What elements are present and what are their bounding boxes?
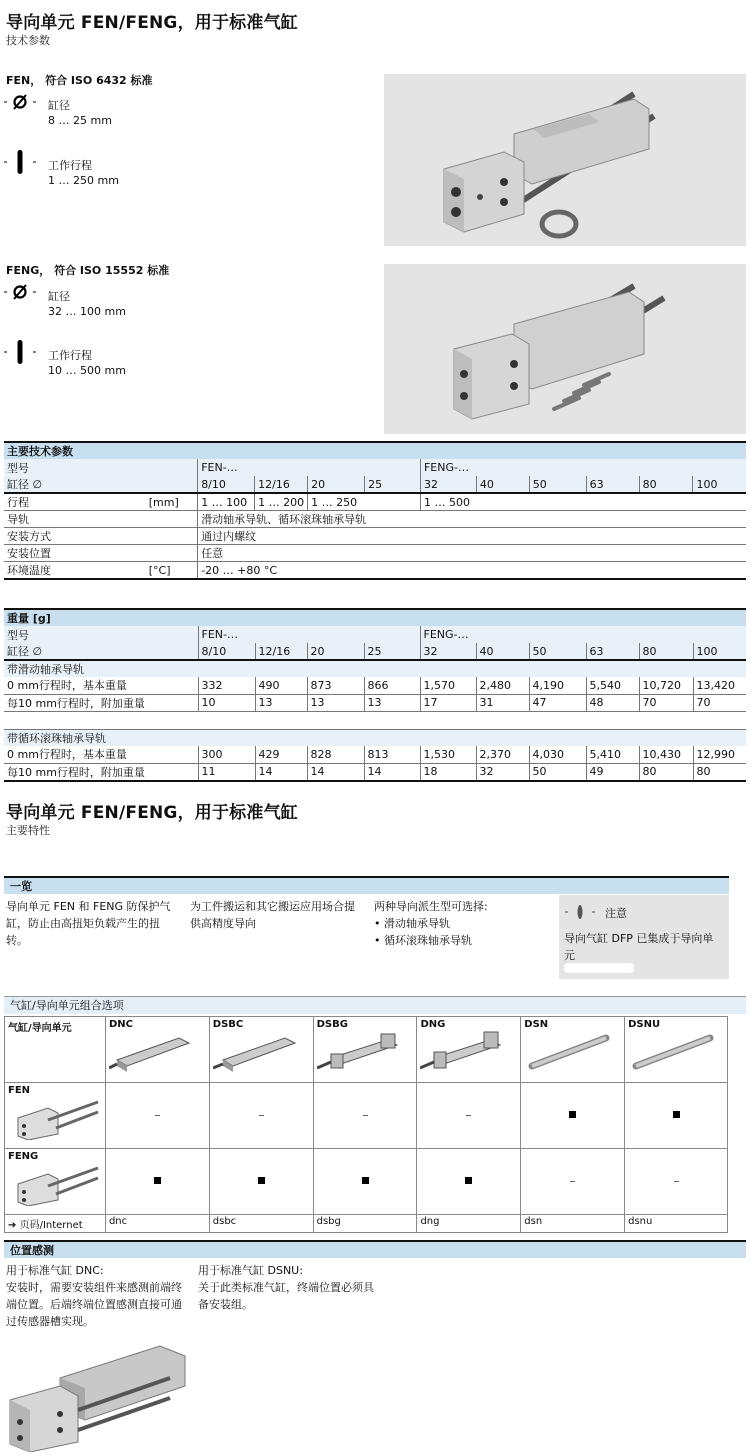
bore-cell: 50 bbox=[529, 476, 586, 493]
cell: 828 bbox=[307, 746, 364, 763]
cylinder-image bbox=[628, 1030, 718, 1074]
cell: 47 bbox=[529, 694, 586, 711]
stroke-icon bbox=[4, 340, 36, 364]
row-unit bbox=[146, 545, 198, 562]
cell: 14 bbox=[255, 763, 307, 781]
cell: 10 bbox=[198, 694, 255, 711]
cell: 813 bbox=[364, 746, 420, 763]
fen-stroke-value: 1 … 250 mm bbox=[48, 174, 119, 187]
row-unit bbox=[146, 511, 198, 528]
row-unit: [°C] bbox=[148, 563, 171, 577]
square-mark bbox=[569, 1111, 576, 1118]
combo-cell bbox=[625, 1083, 728, 1149]
cell: 80 bbox=[693, 763, 746, 781]
bore-cell: 20 bbox=[307, 643, 364, 660]
sensing-col2 bbox=[198, 1262, 378, 1313]
link-dnc[interactable]: dnc bbox=[105, 1215, 209, 1233]
link-dsnu[interactable]: dsnu bbox=[625, 1215, 728, 1233]
cell: 13,420 bbox=[693, 677, 746, 694]
cell: 332 bbox=[198, 677, 255, 694]
bore-cell: 63 bbox=[586, 476, 639, 493]
bore-cell: 32 bbox=[420, 643, 476, 660]
cell: 4,190 bbox=[529, 677, 586, 694]
combo-cell bbox=[417, 1149, 521, 1215]
combo-row-feng: FENG bbox=[5, 1149, 106, 1215]
sensing-col2-title: 用于标准气缸 DSNU: bbox=[198, 1264, 303, 1277]
cylinder-image bbox=[317, 1030, 407, 1074]
type-label: 型号 bbox=[7, 628, 29, 642]
cell: 70 bbox=[693, 694, 746, 711]
row-label: 安装方式 bbox=[7, 530, 51, 543]
fen-type: FEN-… bbox=[198, 626, 420, 643]
square-mark bbox=[673, 1111, 680, 1118]
combo-cell bbox=[521, 1083, 625, 1149]
bore-diameter-icon bbox=[4, 284, 36, 300]
cell: 429 bbox=[255, 746, 307, 763]
combo-cell bbox=[521, 1149, 625, 1215]
square-mark bbox=[154, 1177, 161, 1184]
cylinder-image bbox=[109, 1030, 199, 1074]
bore-cell: 32 bbox=[420, 476, 476, 493]
combo-cell bbox=[209, 1149, 313, 1215]
bore-label: 缸径 ∅ bbox=[7, 645, 43, 658]
note-underline bbox=[564, 963, 634, 973]
square-mark bbox=[465, 1177, 472, 1184]
section-subtitle: 主要特性 bbox=[6, 824, 50, 837]
bore-cell: 25 bbox=[364, 643, 420, 660]
combo-table bbox=[4, 1016, 728, 1233]
bore-cell: 40 bbox=[476, 476, 529, 493]
cylinder-dsbc: DSBC bbox=[209, 1017, 313, 1083]
note-title: 注意 bbox=[605, 907, 627, 920]
dash-mark bbox=[259, 1115, 264, 1116]
cell: 11 bbox=[198, 763, 255, 781]
fen-bore-value: 8 … 25 mm bbox=[48, 114, 112, 127]
dnc-assembly-image bbox=[0, 1338, 190, 1452]
cell: 13 bbox=[364, 694, 420, 711]
combo-corner: 气缸/导向单元 bbox=[5, 1017, 106, 1083]
row-label: 每10 mm行程时，附加重量 bbox=[7, 765, 145, 779]
cell: 2,370 bbox=[476, 746, 529, 763]
section-title: 导向单元 FEN/FENG，用于标准气缸 bbox=[6, 803, 298, 823]
cell: 滑动轴承导轨、循环滚珠轴承导轨 bbox=[198, 511, 746, 528]
row-label: 行程 bbox=[7, 496, 29, 509]
cell: 873 bbox=[307, 677, 364, 694]
cell: 任意 bbox=[198, 545, 746, 562]
cylinder-image bbox=[213, 1030, 303, 1074]
cell: 70 bbox=[639, 694, 693, 711]
row-label: 0 mm行程时，基本重量 bbox=[7, 679, 127, 693]
feng-stroke-label: 工作行程 bbox=[48, 349, 92, 362]
cylinder-image bbox=[524, 1030, 614, 1074]
bore-cell: 50 bbox=[529, 643, 586, 660]
overview-col2: 为工件搬运和其它搬运应用场合提供高精度导向 bbox=[190, 900, 355, 930]
combo-bar: 气缸/导向单元组合选项 bbox=[4, 996, 746, 1014]
cell: 4,030 bbox=[529, 746, 586, 763]
cell: 18 bbox=[420, 763, 476, 781]
bore-cell: 12/16 bbox=[255, 476, 308, 493]
sensing-col2-text: 关于此类标准气缸，终端位置必须具备安装组。 bbox=[198, 1281, 374, 1311]
page-title: 导向单元 FEN/FENG，用于标准气缸 bbox=[6, 13, 298, 33]
combo-row-fen: FEN bbox=[5, 1083, 106, 1149]
dash-mark bbox=[155, 1115, 160, 1116]
overview-col3 bbox=[374, 898, 554, 949]
list-item: • 循环滚珠轴承导轨 bbox=[374, 934, 472, 947]
cell: 12,990 bbox=[693, 746, 746, 763]
fen-image bbox=[8, 1096, 100, 1140]
bore-diameter-icon bbox=[4, 94, 36, 110]
fen-product-image bbox=[384, 74, 746, 246]
cell: 14 bbox=[364, 763, 420, 781]
link-dsbc[interactable]: dsbc bbox=[209, 1215, 313, 1233]
cell: -20 … +80 °C bbox=[198, 562, 746, 580]
cell: 5,540 bbox=[586, 677, 639, 694]
type-label: 型号 bbox=[7, 461, 29, 475]
dash-mark bbox=[570, 1181, 575, 1182]
link-dsn[interactable]: dsn bbox=[521, 1215, 625, 1233]
cell: 866 bbox=[364, 677, 420, 694]
cell: 1 … 250 bbox=[308, 493, 421, 511]
feng-product-image bbox=[384, 264, 746, 434]
feng-image bbox=[8, 1162, 100, 1206]
feng-type: FENG-… bbox=[420, 459, 746, 476]
row-label: 环境温度 bbox=[7, 564, 51, 577]
row-label: 安装位置 bbox=[7, 547, 51, 560]
weight-table bbox=[4, 608, 746, 782]
note-icon bbox=[565, 904, 595, 920]
bore-cell: 63 bbox=[586, 643, 639, 660]
internet-link-label: ➔ 页码/Internet bbox=[5, 1215, 106, 1233]
square-mark bbox=[258, 1177, 265, 1184]
cell: 50 bbox=[529, 763, 586, 781]
bore-cell: 80 bbox=[639, 476, 693, 493]
cylinder-dsnu: DSNU bbox=[625, 1017, 728, 1083]
bore-cell: 12/16 bbox=[255, 643, 307, 660]
cylinder-dng: DNG bbox=[417, 1017, 521, 1083]
main-spec-title: 主要技术参数 bbox=[4, 442, 746, 459]
row-label: 每10 mm行程时，附加重量 bbox=[7, 696, 145, 710]
feng-stroke-value: 10 … 500 mm bbox=[48, 364, 126, 377]
bore-cell: 8/10 bbox=[198, 643, 255, 660]
cylinder-dsn: DSN bbox=[521, 1017, 625, 1083]
row-unit: [mm] bbox=[148, 495, 179, 509]
main-spec-table bbox=[4, 441, 746, 580]
square-mark bbox=[362, 1177, 369, 1184]
arrow-right-icon: ➔ bbox=[8, 1220, 17, 1231]
cylinder-dnc: DNC bbox=[105, 1017, 209, 1083]
cell: 1 … 500 bbox=[420, 493, 746, 511]
cell: 1,530 bbox=[420, 746, 476, 763]
cell: 13 bbox=[255, 694, 307, 711]
bore-cell: 100 bbox=[693, 476, 746, 493]
feng-bore-label: 缸径 bbox=[48, 290, 70, 303]
overview-bar: 一览 bbox=[4, 876, 729, 894]
cell: 300 bbox=[198, 746, 255, 763]
cell: 32 bbox=[476, 763, 529, 781]
cell: 1 … 100 bbox=[198, 493, 255, 511]
cell: 80 bbox=[639, 763, 693, 781]
cylinder-image bbox=[420, 1030, 510, 1074]
fen-bore-label: 缸径 bbox=[48, 99, 70, 112]
bore-cell: 100 bbox=[693, 643, 746, 660]
note-text: 导向气缸 DFP 已集成于导向单元 bbox=[564, 932, 714, 962]
cell: 49 bbox=[586, 763, 639, 781]
combo-cell bbox=[313, 1083, 417, 1149]
fen-heading: FEN， 符合 ISO 6432 标准 bbox=[6, 74, 153, 87]
weight-group-title: 带循环滚珠轴承导轨 bbox=[7, 731, 106, 745]
cell: 13 bbox=[307, 694, 364, 711]
row-label: 导轨 bbox=[7, 513, 29, 526]
bore-cell: 25 bbox=[365, 476, 421, 493]
feng-type: FENG-… bbox=[420, 626, 746, 643]
cell: 490 bbox=[255, 677, 307, 694]
bore-cell: 80 bbox=[639, 643, 693, 660]
overview-col1: 导向单元 FEN 和 FENG 防保护气缸，防止由高扭矩负载产生的扭转。 bbox=[6, 900, 171, 947]
sensing-col1 bbox=[6, 1262, 186, 1330]
link-dng[interactable]: dng bbox=[417, 1215, 521, 1233]
weight-title: 重量 [g] bbox=[4, 609, 746, 626]
cell: 1,570 bbox=[420, 677, 476, 694]
combo-cell bbox=[625, 1149, 728, 1215]
combo-cell bbox=[417, 1083, 521, 1149]
row-unit bbox=[146, 528, 198, 545]
cell: 10,430 bbox=[639, 746, 693, 763]
cell: 48 bbox=[586, 694, 639, 711]
link-dsbg[interactable]: dsbg bbox=[313, 1215, 417, 1233]
cell: 31 bbox=[476, 694, 529, 711]
combo-cell bbox=[313, 1149, 417, 1215]
bore-cell: 20 bbox=[308, 476, 365, 493]
cell: 14 bbox=[307, 763, 364, 781]
stroke-icon bbox=[4, 150, 36, 174]
row-label: 0 mm行程时，基本重量 bbox=[7, 748, 127, 762]
sensing-bar: 位置感测 bbox=[4, 1240, 746, 1258]
sensing-col1-title: 用于标准气缸 DNC: bbox=[6, 1264, 104, 1277]
bore-label: 缸径 ∅ bbox=[7, 478, 43, 491]
cylinder-dsbg: DSBG bbox=[313, 1017, 417, 1083]
fen-type: FEN-… bbox=[198, 459, 421, 476]
bore-cell: 8/10 bbox=[198, 476, 255, 493]
dash-mark bbox=[466, 1115, 471, 1116]
cell: 1 … 200 bbox=[255, 493, 308, 511]
feng-bore-value: 32 … 100 mm bbox=[48, 305, 126, 318]
note-box bbox=[559, 895, 729, 979]
dash-mark bbox=[363, 1115, 368, 1116]
list-item: • 滑动轴承导轨 bbox=[374, 917, 450, 930]
combo-cell bbox=[105, 1149, 209, 1215]
fen-stroke-label: 工作行程 bbox=[48, 159, 92, 172]
combo-cell bbox=[105, 1083, 209, 1149]
overview-col3-intro: 两种导向派生型可选择: bbox=[374, 900, 488, 913]
cell: 2,480 bbox=[476, 677, 529, 694]
cell: 5,410 bbox=[586, 746, 639, 763]
cell: 17 bbox=[420, 694, 476, 711]
combo-cell bbox=[209, 1083, 313, 1149]
weight-group-title: 带滑动轴承导轨 bbox=[7, 663, 84, 676]
bore-cell: 40 bbox=[476, 643, 529, 660]
sensing-col1-text: 安装时，需要安装组件来感测前端终端位置。后端终端位置感测直接可通过传感器槽实现。 bbox=[6, 1281, 182, 1328]
dash-mark bbox=[674, 1181, 679, 1182]
page-subtitle: 技术参数 bbox=[6, 34, 50, 47]
cell: 通过内螺纹 bbox=[198, 528, 746, 545]
cell: 10,720 bbox=[639, 677, 693, 694]
feng-heading: FENG， 符合 ISO 15552 标准 bbox=[6, 264, 170, 277]
